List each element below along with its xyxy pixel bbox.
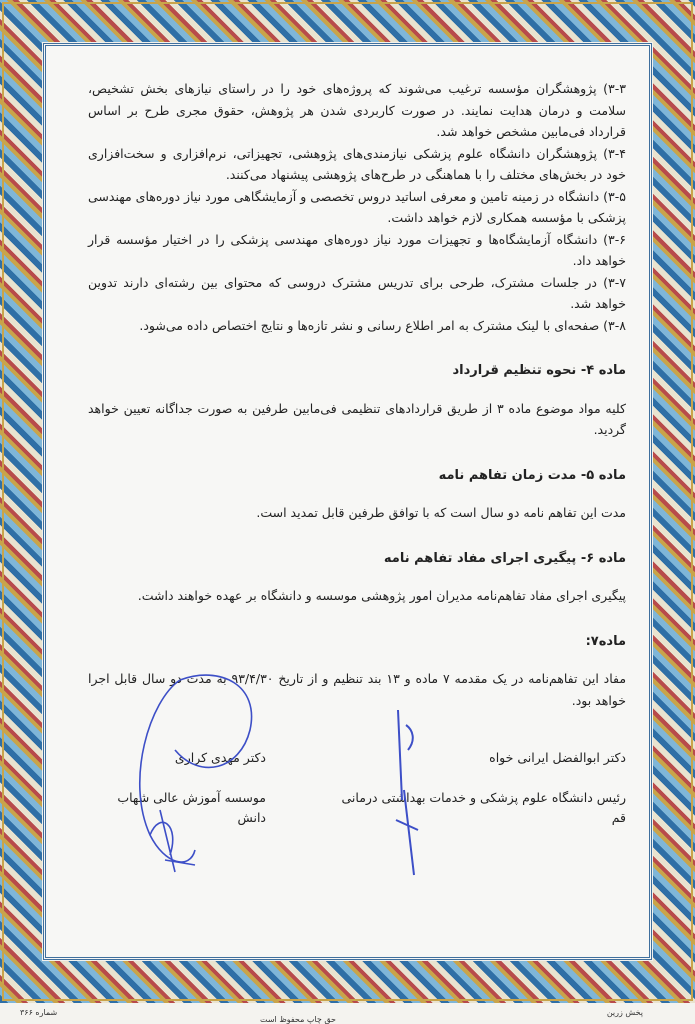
clause-3-8: ۳-۸) صفحه‌ای با لینک مشترک به امر اطلاع رسانی و نشر تازه‌ها و نتایج اختصاص داده می‌شود. [139,317,626,333]
signatory-left-title: موسسه آموزش عالی شهاب دانش [117,790,266,825]
signatory-left-name: دکتر مهدی کراری [174,750,266,765]
article-5-body: مدت این تفاهم نامه دو سال است که با توافق طرفین قابل تمدید است. [256,505,626,520]
article-4-body: کلیه مواد موضوع ماده ۳ از طریق قراردادهای تنظیمی فی‌مابین طرفین به صورت جداگانه تعیین خواهد گردید. [88,400,626,437]
clause-3-3: ۳-۳) پژوهشگران مؤسسه ترغیب می‌شوند که پروژه‌های خود را در راستای نیازهای بخش تشخیص، سلامت و درمان هدایت نمایند. در صورت کاربردی شدن هر پژوهش، حقوق مجری طرح بر اساس قرارداد فی‌مابین مشخص خواهد شد. [88,81,626,139]
article-6-title: ماده ۶- پیگیری اجرای مفاد تفاهم نامه [383,550,626,566]
footer-copyright: حق چاپ محفوظ است [260,1015,336,1024]
document-body [88,78,626,711]
footer-number: شماره ۳۶۶ [20,1008,58,1017]
signatory-left [86,748,266,828]
signatory-right-name: دکتر ابوالفضل ایرانی خواه [489,750,626,765]
footer-publisher: پخش زرین [606,1008,643,1017]
article-4-title: ماده ۴- نحوه تنظیم قرارداد [452,363,626,378]
signatory-right-title: رئیس دانشگاه علوم پزشکی و خدمات بهداشتی درمانی قم [341,790,626,825]
article-7-body: مفاد این تفاهم‌نامه در یک مقدمه ۷ ماده و ۱۳ بند تنظیم و از تاریخ ۹۳/۴/۳۰ به مدت دو سال قابل اجرا خواهد بود. [88,671,627,708]
footer [0,1005,695,1024]
clause-3-4: ۳-۴) پژوهشگران دانشگاه علوم پزشکی نیازمندی‌های پژوهشی، تجهیزاتی، نرم‌افزاری و سخت‌افزاری خود در بخش‌های مختلف را با هماهنگی در طرح‌های پژوهشی پیشنهاد می‌کنند. [88,145,626,182]
article-7-title: ماده۷: [585,633,626,649]
article-6-body: پیگیری اجرای مفاد تفاهم‌نامه مدیران امور پژوهشی موسسه و دانشگاه بر عهده خواهند داشت. [137,588,626,603]
signatory-right [330,748,626,828]
clause-3-7: ۳-۷) در جلسات مشترک، طرحی برای تدریس مشترک دروسی که محتوای بین رشته‌ای دارند تدوین خواهد شد. [88,274,626,311]
article-5-title: ماده ۵- مدت زمان تفاهم نامه [438,467,626,483]
clause-3-5: ۳-۵) دانشگاه در زمینه تامین و معرفی اساتید دروس تخصصی و آزمایشگاهی مورد نیاز دوره‌های مهندسی پزشکی با مؤسسه همکاری لازم خواهد داشت. [88,188,626,225]
clause-3-6: ۳-۶) دانشگاه آزمایشگاه‌ها و تجهیزات مورد نیاز دوره‌های مهندسی پزشکی را در اختیار مؤسسه قرار خواهد داد. [88,231,626,268]
